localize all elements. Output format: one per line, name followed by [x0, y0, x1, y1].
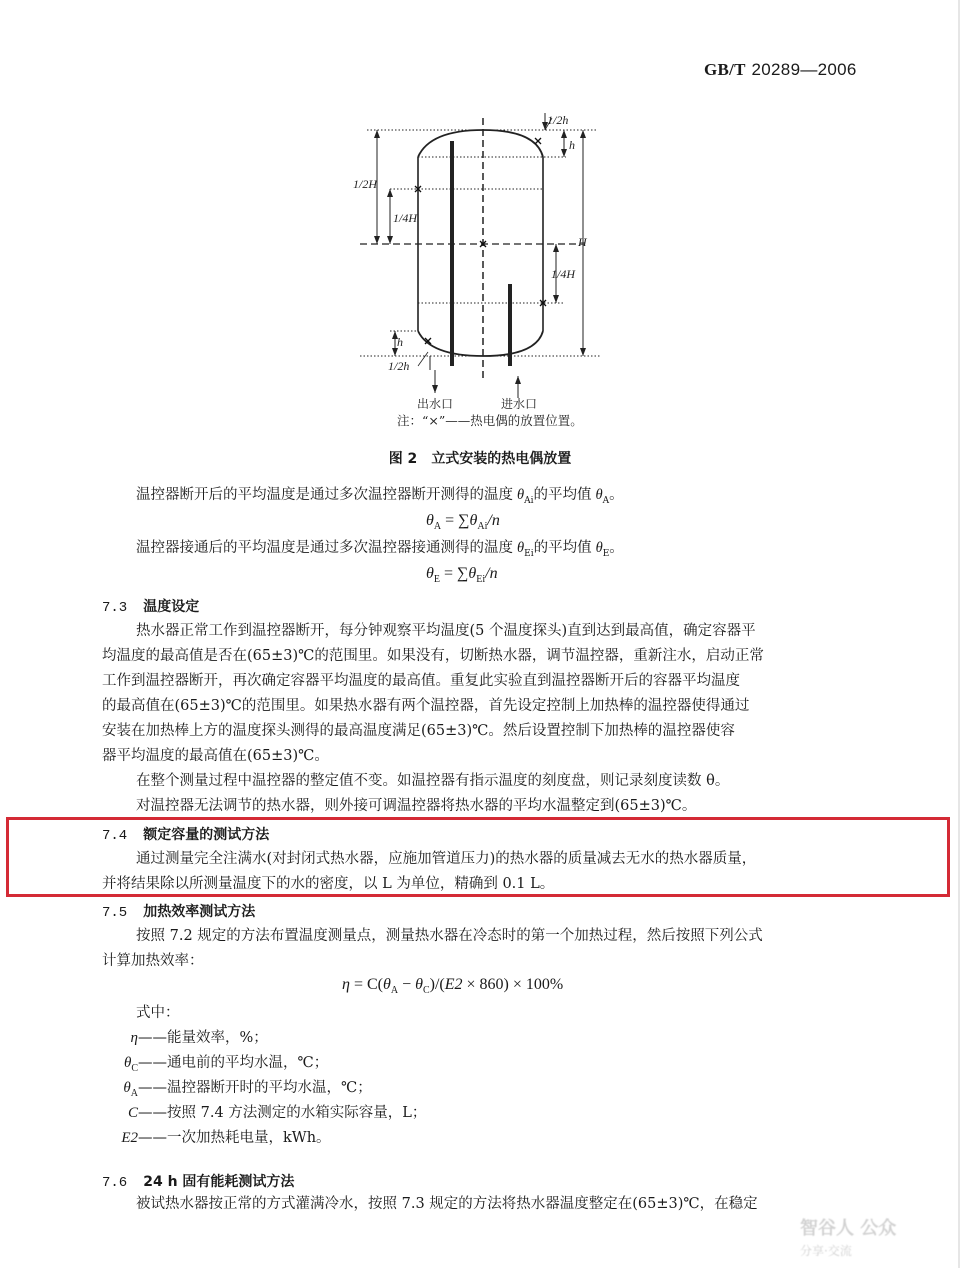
- section-heading-7-5: 7.5 加热效率测试方法: [102, 904, 256, 921]
- label-inlet: 进水口: [501, 397, 538, 411]
- label-h-bottom: h: [397, 335, 403, 349]
- watermark: 智谷人 公众 分享·交流: [800, 1218, 897, 1258]
- tank-diagram: [340, 108, 640, 438]
- figure-caption: [0, 448, 960, 468]
- formula-heating-efficiency: $\eta = C(\theta_A - \theta_C)/(E2 \times 860) \times 100\%$: [342, 976, 564, 997]
- where-label: 式中：: [136, 1005, 180, 1021]
- figure-note: 注：“×”——热电偶的放置位置。: [397, 413, 583, 428]
- definition-eta: η——能量效率，%；: [130, 1030, 268, 1046]
- definition-e2: E2——一次加热耗电量，kWh。: [121, 1130, 331, 1146]
- definition-theta-a: $\theta_A——$温控器断开时的平均水温，℃；: [123, 1080, 372, 1099]
- figure-caption-number: 图 2: [388, 451, 418, 467]
- figure-caption-title: 立式安装的热电偶放置: [431, 451, 572, 467]
- section-7-5-line: 按照 7.2 规定的方法布置温度测量点，测量热水器在冷态时的第一个加热过程，然后按照下列公式: [136, 928, 763, 944]
- paragraph-theta-a: 温控器断开后的平均温度是通过多次温控器断开测得的温度 $\theta_{Ai}$的平均值 $\theta_A$。: [136, 487, 624, 506]
- section-7-3-line: 安装在加热棒上方的温度探头测得的最高温度满足(65±3)℃。然后设置控制下加热棒的温控器使容: [102, 723, 735, 739]
- section-7-3-line: 的最高值在(65±3)℃的范围里。如果热水器有两个温控器，首先设定控制上加热棒的温控器使得通过: [102, 698, 750, 714]
- tank-diagram-svg: [340, 108, 640, 438]
- section-7-5-line: 计算加热效率：: [102, 953, 204, 969]
- formula-theta-a: $\theta_A = \sum\theta_{Ai}/n$: [426, 512, 500, 533]
- label-outlet: 出水口: [417, 397, 454, 411]
- section-7-3-line: 工作到温控器断开，再次确定容器平均温度的最高值。重复此实验直到温控器断开后的容器平均温度: [102, 673, 740, 689]
- label-H: H: [578, 235, 587, 249]
- section-7-3-line: 在整个测量过程中温控器的整定值不变。如温控器有指示温度的刻度盘，则记录刻度读数 θ。: [136, 773, 730, 789]
- label-h-top: h: [569, 138, 575, 152]
- standard-code: [704, 60, 857, 80]
- section-7-4-line: 通过测量完全注满水(对封闭式热水器，应施加管道压力)的热水器的质量减去无水的热水器质量，: [136, 851, 757, 867]
- label-quarter-H-left: 1/4H: [393, 211, 417, 225]
- section-heading-7-6: 7.6 24 h 固有能耗测试方法: [102, 1174, 295, 1191]
- label-half-H: 1/2H: [353, 177, 377, 191]
- section-7-3-line: 热水器正常工作到温控器断开，每分钟观察平均温度(5 个温度探头)直到达到最高值，确定容器平: [136, 623, 756, 639]
- section-7-3-line: 对温控器无法调节的热水器，则外接可调温控器将热水器的平均水温整定到(65±3)℃。: [136, 798, 697, 814]
- paragraph-theta-e: 温控器接通后的平均温度是通过多次温控器接通测得的温度 $\theta_{Ei}$的平均值 $\theta_E$。: [136, 540, 624, 559]
- label-half-h-bottom: 1/2h: [388, 359, 410, 373]
- standard-prefix: GB/T: [704, 60, 746, 79]
- label-half-h-top: 1/2h: [547, 113, 569, 127]
- definition-theta-c: $\theta_C——$通电前的平均水温，℃；: [123, 1055, 329, 1074]
- section-heading-7-4: 7.4 额定容量的测试方法: [102, 827, 270, 844]
- formula-theta-e: $\theta_E = \sum\theta_{Ei}/n$: [426, 565, 498, 586]
- section-7-3-line: 器平均温度的最高值在(65±3)℃。: [102, 748, 329, 764]
- standard-number: 20289—2006: [751, 60, 857, 79]
- section-7-3-line: 均温度的最高值是否在(65±3)℃的范围里。如果没有，切断热水器，调节温控器，重新注水，启动正常: [102, 648, 764, 664]
- definition-c: C——按照 7.4 方法测定的水箱实际容量，L；: [127, 1105, 427, 1121]
- label-quarter-H-right: 1/4H: [551, 267, 575, 281]
- section-heading-7-3: 7.3 温度设定: [102, 599, 200, 616]
- section-7-4-line: 并将结果除以所测量温度下的水的密度，以 L 为单位，精确到 0.1 L。: [102, 876, 555, 892]
- section-7-6-line: 被试热水器按正常的方式灌满冷水，按照 7.3 规定的方法将热水器温度整定在(65±3)℃，在稳定: [136, 1196, 758, 1212]
